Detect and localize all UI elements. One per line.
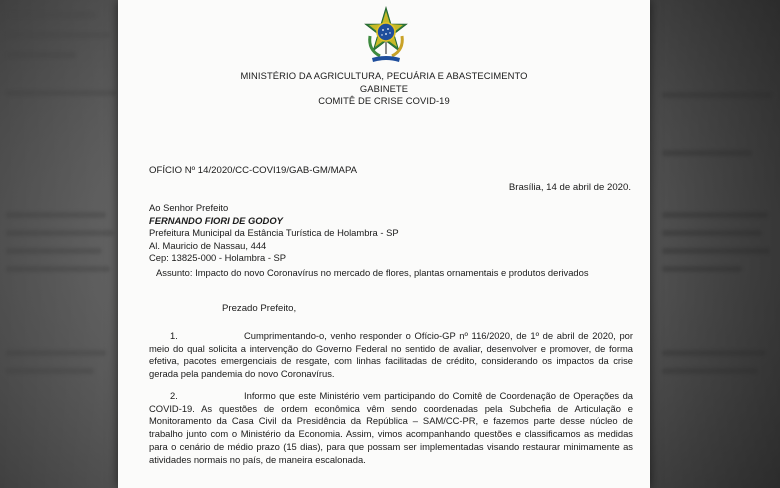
recipient-block: [149, 202, 399, 265]
paragraph-number: 1.: [170, 330, 178, 341]
date-line: Brasília, 14 de abril de 2020.: [508, 182, 631, 193]
left-shade: [0, 0, 118, 488]
office-name: GABINETE: [359, 82, 409, 94]
recipient-cep: Cep: 13825-000 - Holambra - SP: [149, 252, 287, 264]
recipient-institution: Prefeitura Municipal da Estância Turística de Holambra - SP: [149, 227, 399, 239]
paragraph-text: Informo que este Ministério vem participando do Comitê de Coordenação de Operações da COVID-19. As questões de ordem econômica vêm sendo coordenadas pela Subchefia de Articulação e Monitoramento da Casa Civil da Presidência da República – SAM/CC-PR, e fazemos parte desse núcleo de trabalho junto com o Ministério da Economia. Assim, vimos acompanhando questões e classificamos as medidas para o cenário de médio prazo (15 dias), para que possam ser implementadas visando restaurar minimamente as atividades normais no país, de maneira escalonada.: [149, 390, 633, 465]
right-shade: [650, 0, 780, 488]
paragraph-2: [149, 390, 633, 466]
greeting: Prezado Prefeito,: [222, 303, 297, 314]
brazil-coat-of-arms-icon: [364, 6, 408, 64]
subject-line: Assunto: Impacto do novo Coronavírus no mercado de flores, plantas ornamentais e produtos derivados: [156, 267, 589, 278]
committee-name: COMITÊ DE CRISE COVID-19: [318, 95, 450, 107]
paragraph-text: Cumprimentando-o, venho responder o Ofício-GP nº 116/2020, de 1º de abril de 2020, por meio do qual solicita a intervenção do Governo Federal no sentido de avaliar, desenvolver e promover, de forma efetiva, pacotes emergenciais de resgate, com linhas facilitadas de crédito, considerando os impactos da crise gerada pela pandemia do novo Coronavírus.: [149, 330, 633, 380]
recipient-name: FERNANDO FIORI DE GODOY: [149, 214, 283, 226]
ministry-name: MINISTÉRIO DA AGRICULTURA, PECUÁRIA E ABASTECIMENTO: [240, 70, 528, 81]
letterhead: [118, 70, 650, 108]
paragraph-1: [149, 330, 633, 381]
recipient-street: Al. Mauricio de Nassau, 444: [149, 239, 267, 251]
oficio-number: OFÍCIO Nº 14/2020/CC-COVI19/GAB-GM/MAPA: [149, 165, 358, 176]
recipient-title: Ao Senhor Prefeito: [149, 202, 229, 213]
paragraph-number: 2.: [170, 390, 178, 401]
letter-page: [118, 0, 650, 488]
